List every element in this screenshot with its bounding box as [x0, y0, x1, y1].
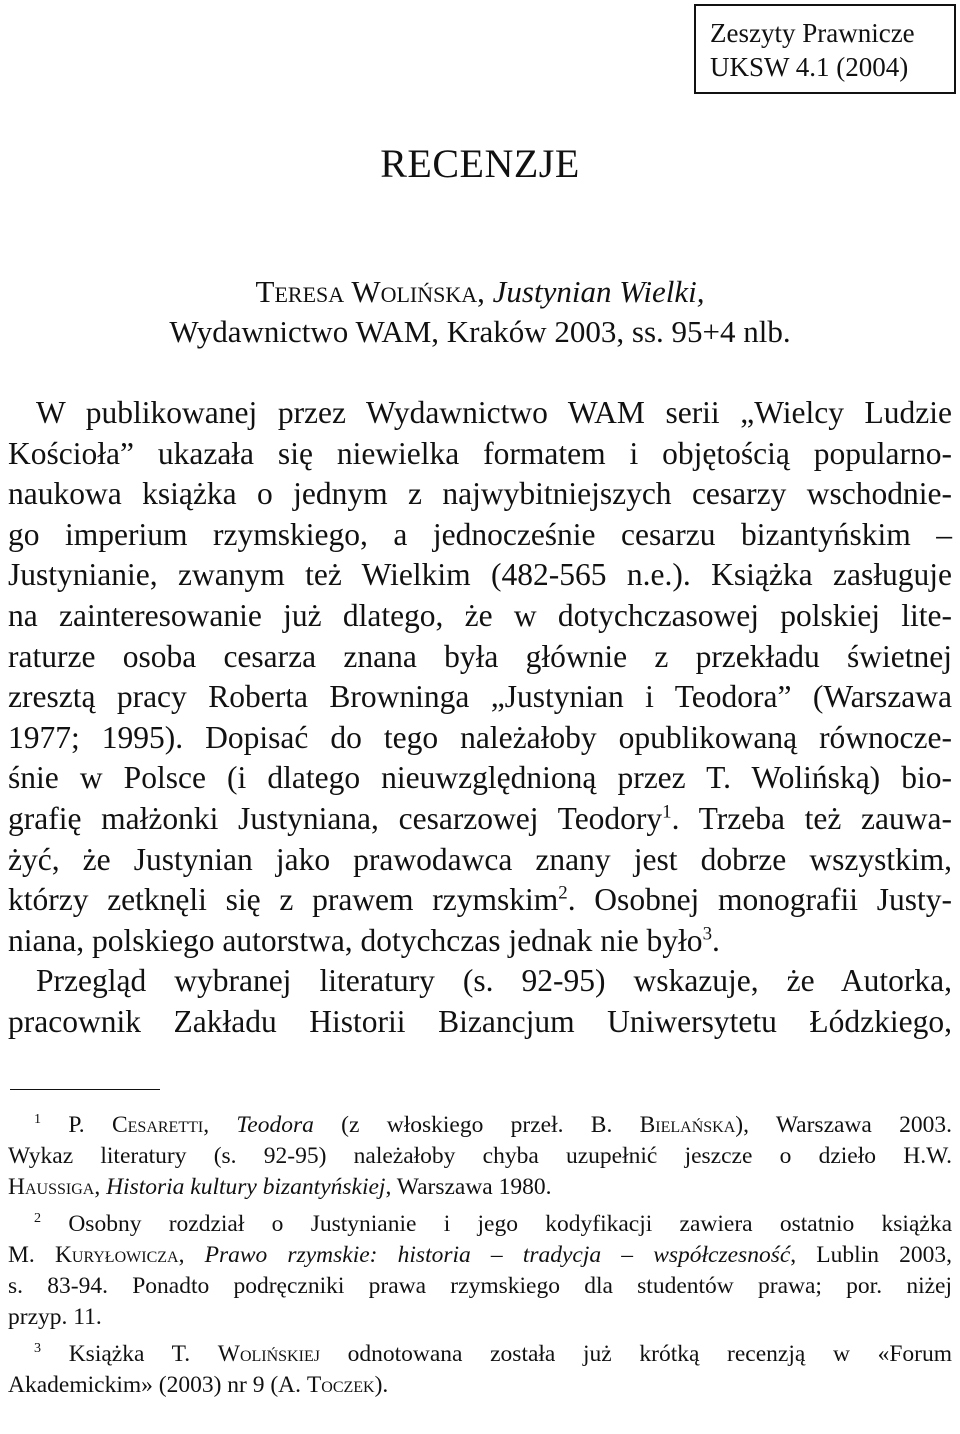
fn-author: Wolińskiej — [217, 1341, 320, 1367]
fn-segment: (z włoskiego przeł. B. — [313, 1112, 640, 1138]
footnote-line — [8, 1141, 952, 1172]
fn-author: Cesaretti — [111, 1112, 204, 1138]
fn-segment: P. — [68, 1112, 112, 1138]
fn-segment: , Lublin 2003, — [790, 1242, 953, 1268]
fn-segment: , — [203, 1112, 237, 1138]
footnotes — [8, 1110, 952, 1407]
fn-segment: Akademickim» (2003) nr 9 (A. — [8, 1372, 307, 1398]
body-line: go imperium rzymskiego, a jednocześnie cesarzu bizantyńskim – — [8, 516, 952, 552]
fn-segment: , Warszawa 1980. — [385, 1174, 552, 1200]
footnote-mark: 3 — [34, 1340, 42, 1357]
body-line — [8, 799, 952, 840]
body-line: żyć, że Justynian jako prawodawca znany jest dobrze wszystkim, — [8, 841, 952, 877]
fn-title: Teodora — [236, 1112, 314, 1138]
fn-title: Historia kultury bizantyńskiej — [106, 1174, 386, 1200]
body-line: raturze osoba cesarza znana była głównie z przekładu świetnej — [8, 638, 952, 674]
fn-segment: M. — [8, 1242, 55, 1268]
book-reference — [0, 272, 960, 352]
body-line — [8, 880, 952, 921]
body-text-segment: niana, polskiego autorstwa, dotychczas jednak nie było — [8, 922, 703, 958]
body-line: Kościoła” ukazała się niewielka formatem i objętością popularno- — [8, 435, 952, 471]
footnote-line — [8, 1240, 952, 1271]
fn-segment: s. 83-94. Ponadto podręczniki prawa rzymskiego dla studentów prawa; por. niżej — [8, 1273, 952, 1299]
footnote-line — [8, 1110, 952, 1141]
footnote-1 — [8, 1110, 952, 1203]
body-text-segment: . — [712, 922, 720, 958]
fn-segment: Książka T. — [68, 1341, 218, 1367]
reference-author: Teresa Wolińska, — [255, 274, 485, 309]
journal-name: Zeszyty Prawnicze — [710, 18, 915, 48]
footnote-ref-3: 3 — [702, 923, 713, 945]
body-line: 1977; 1995). Dopisać do tego należałoby opublikowaną równocze- — [8, 719, 952, 755]
body-text-segment: . — [567, 882, 576, 918]
body-line — [8, 921, 952, 962]
fn-title: Prawo rzymskie: historia – tradycja – współczesność — [204, 1242, 791, 1268]
fn-segment: ), Warszawa 2003. — [735, 1112, 952, 1138]
fn-segment: ). — [374, 1372, 389, 1398]
body-line: naukowa książka o jednym z najwybitniejszych cesarzy wschodnie- — [8, 476, 952, 512]
fn-segment: przyp. 11. — [8, 1304, 102, 1330]
reference-title: Justynian Wielki, — [492, 274, 705, 309]
footnote-separator — [10, 1089, 160, 1090]
fn-author: Bielańska — [639, 1112, 736, 1138]
fn-segment: , — [94, 1174, 107, 1200]
reference-publisher: Wydawnictwo WAM, Kraków 2003, ss. 95+4 nlb. — [169, 314, 791, 349]
footnote-2 — [8, 1209, 952, 1333]
fn-segment: Wykaz literatury (s. 92-95) należałoby chyba uzupełnić jeszcze o dzieło H.W. — [8, 1143, 952, 1169]
fn-author: Kuryłowicza — [54, 1242, 179, 1268]
body-line: W publikowanej przez Wydawnictwo WAM serii „Wielcy Ludzie — [36, 395, 952, 430]
body-text-segment: Osobnej monografii Justy- — [575, 882, 952, 918]
footnote-ref-1: 1 — [662, 801, 672, 823]
fn-author: Haussiga — [8, 1174, 95, 1200]
body-text-segment: Trzeba też zauwa- — [679, 800, 952, 836]
body-line: zresztą pracy Roberta Browninga „Justynian i Teodora” (Warszawa — [8, 679, 952, 715]
footnote-line — [8, 1271, 952, 1302]
body-text-segment: . — [671, 800, 680, 836]
journal-box — [694, 4, 956, 94]
fn-author: Toczek — [306, 1372, 375, 1398]
footnote-line — [8, 1339, 952, 1370]
footnote-line — [8, 1209, 952, 1240]
footnote-3 — [8, 1339, 952, 1401]
section-title: RECENZJE — [380, 141, 580, 186]
body-line: pracownik Zakładu Historii Bizancjum Uniwersytetu Łódzkiego, — [8, 1003, 952, 1039]
footnote-line — [8, 1172, 952, 1203]
body-line: śnie w Polsce (i dlatego nieuwzględnioną przez T. Wolińską) bio- — [8, 760, 952, 796]
body-line: Przegląd wybranej literatury (s. 92-95) wskazuje, że Autorka, — [36, 963, 952, 999]
footnote-line — [8, 1302, 952, 1333]
reference-line-1 — [0, 272, 960, 312]
footnote-ref-2: 2 — [558, 882, 568, 904]
footnote-line — [8, 1370, 952, 1401]
footnote-mark: 1 — [34, 1111, 42, 1128]
body-line: Justynianie, zwanym też Wielkim (482-565 n.e.). Książka zasługuje — [8, 557, 952, 593]
fn-segment: , — [178, 1242, 205, 1268]
body-line: na zainteresowanie już dlatego, że w dotychczasowej polskiej lite- — [8, 597, 952, 633]
body-text-segment: którzy zetknęli się z prawem rzymskim — [8, 882, 559, 918]
journal-issue: UKSW 4.1 (2004) — [710, 52, 909, 82]
footnote-mark: 2 — [34, 1210, 42, 1227]
review-body — [8, 393, 952, 1043]
fn-segment: Osobny rozdział o Justynianie i jego kodyfikacji zawiera ostatnio książka — [68, 1211, 953, 1237]
body-text-segment: grafię małżonki Justyniana, cesarzowej Teodory — [8, 800, 663, 836]
fn-segment: odnotowana została już krótką recenzją w «Forum — [319, 1341, 953, 1367]
